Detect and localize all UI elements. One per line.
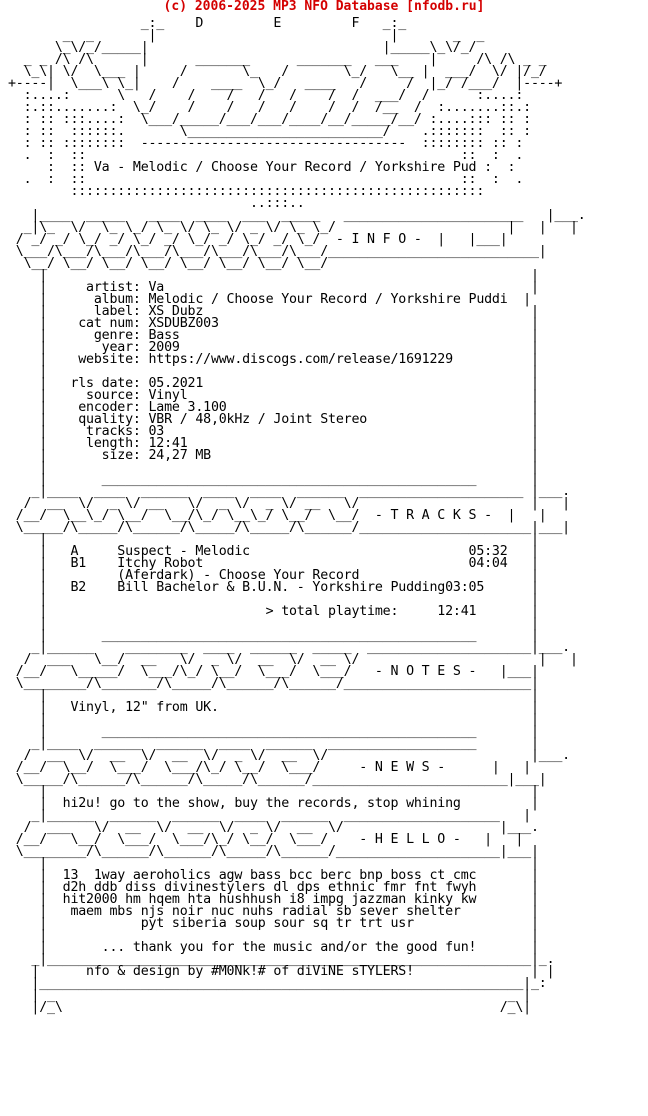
nfo-line: | B2 Bill Bachelor & B.U.N. - Yorkshire Pudding03:05 | xyxy=(8,580,539,595)
nfo-line: : :: :::::::: ---------------------------------- :::::::: :: : xyxy=(8,136,524,151)
nfo-line: _|____ ______ ______ ____ ______ ___________________ | xyxy=(8,736,539,751)
nfo-line: | label: XS Dubz | xyxy=(8,304,539,319)
nfo-line: \_\/_/_____| |_____\_\/_/ xyxy=(8,40,477,55)
nfo-line: | B1 Itchy Robot 04:04 | xyxy=(8,556,539,571)
nfo-line: | | xyxy=(8,688,539,703)
nfo-line: | > total playtime: 12:41 | xyxy=(8,604,539,619)
nfo-line: _|______________________________________________________________|_. xyxy=(8,952,555,967)
nfo-line: | quality: VBR / 48,0kHz / Joint Stereo | xyxy=(8,412,539,427)
nfo-line: _|\_ \/ \_ \_/ \_ \/ \_ \/ _ \/ \_ \_/ | | | xyxy=(8,220,578,235)
nfo-line: | length: 12:41 | xyxy=(8,436,539,451)
nfo-line: | | xyxy=(8,460,539,475)
nfo-line: / ___ \/ __ \/ __ \/ _ \/ __ \/ |___. xyxy=(8,820,539,835)
nfo-line: / _/ _/ \_/ _/ \_/ _/ \_/ _/ \_/ _/ \_/ - I N F O - | |___| xyxy=(8,232,508,247)
nfo-line: |/_\ /_\| xyxy=(8,1000,531,1015)
nfo-line: ..:::.. xyxy=(8,196,305,211)
nfo-line: | ... thank you for the music and/or the good fun! | xyxy=(8,940,539,955)
nfo-line: /__/ \_____/ \___/\_/ \__/ \___/ \___/ - N O T E S - |___| xyxy=(8,664,539,679)
nfo-line: \___/\___/\___/\___/\___/\___/\___/\___/___________________________| xyxy=(8,244,547,259)
nfo-line: | | xyxy=(8,532,539,547)
nfo-line: +----| \___\ \_| / ____ \_/ ____ / / |_/ /___/ |----+ xyxy=(8,76,563,91)
nfo-text-art xyxy=(8,18,586,1014)
nfo-line: | | xyxy=(8,616,539,631)
nfo-line: | album: Melodic / Choose Your Record / Yorkshire Puddi | xyxy=(8,292,531,307)
nfo-line: | pyt siberia soup sour sq tr trt usr | xyxy=(8,916,539,931)
nfo-line: :.::.......: \_/ / / / / / / /__ / :.......::.: xyxy=(8,100,531,115)
nfo-line: | artist: Va | xyxy=(8,280,539,295)
nfo-line: /__/ \__\_/ \__/ \__/\_/ \__\_/ \__/ \__/ - T R A C K S - | | xyxy=(8,508,547,523)
nfo-line: | nfo & design by #M0Nk!# of diViNE sTYLERS! | | xyxy=(8,964,555,979)
nfo-line: | source: Vinyl | xyxy=(8,388,539,403)
nfo-line: | ________________________________________________ | xyxy=(8,724,539,739)
nfo-line: \________/\_______/\_____/\______/\______/________________________| xyxy=(8,676,539,691)
nfo-line: . : :: :: : . xyxy=(8,172,524,187)
nfo-line: | d2h ddb diss divinestylers dl dps ethnic fmr fnt fwyh | xyxy=(8,880,539,895)
nfo-line: / ___ \__/ __ \/ _ \/ __ \/ __ \/ | | xyxy=(8,652,578,667)
nfo-line: /__/ \__/ \___/ \___/\_/ \__/ \___/ - H E L L O - | | xyxy=(8,832,524,847)
nfo-line: | ________________________________________________ | xyxy=(8,472,539,487)
nfo-line: _|____ ____ ______ ____ ____ ______ _____________________ |___. xyxy=(8,484,570,499)
nfo-line: | 13 1way aeroholics agw bass bcc berc bnp boss ct cmc | xyxy=(8,868,539,883)
nfo-line: ::::::::::::::::::::::::::::::::::::::::::::::::::::: xyxy=(8,184,485,199)
nfo-line: / __ \/ _ \/ __ \/ _ \/ _ \/ __ \/ | | xyxy=(8,496,570,511)
nfo-line: _|______ ______ ______ ____ ______ ____________________ | xyxy=(8,808,531,823)
nfo-line: | (Aferdark) - Choose Your Record | xyxy=(8,568,539,583)
nfo-line: | website: https://www.discogs.com/release/1691229 | xyxy=(8,352,539,367)
nfo-line: | | xyxy=(8,364,539,379)
nfo-line: | year: 2009 | xyxy=(8,340,539,355)
nfo-line: | _ _ | xyxy=(8,988,531,1003)
nfo-line: _:_ D E F _:_ xyxy=(8,16,407,31)
nfo-line: \__/ \__/ \__/ \__/ \__/ \__/ \__/ \__/ xyxy=(8,256,329,271)
nfo-line: | | xyxy=(8,712,539,727)
nfo-line: . : :: :: : . xyxy=(8,148,524,163)
nfo-line: \_____/\______/\______/\_____/\______/_________________________|___| xyxy=(8,772,547,787)
nfo-line: |______________________________________________________________|_: xyxy=(8,976,547,991)
nfo-line: / __ \/ __ \/ __ \/ _ \/ __ \/ |___. xyxy=(8,748,570,763)
nfo-line: | ________________________________________________ | xyxy=(8,628,539,643)
nfo-line: | size: 24,27 MB | xyxy=(8,448,539,463)
nfo-line: | rls date: 05.2021 | xyxy=(8,376,539,391)
nfo-line: | hit2000 hm hqem hta hushhush i8 impg jazzman kinky kw | xyxy=(8,892,539,907)
nfo-line: \_\| \/ \___ | / \_ / \_/ \__ | ___/ \/ |/_/ xyxy=(8,64,547,79)
nfo-line: \________/\______/\______/\_____/\______/_____________________|___| xyxy=(8,844,539,859)
nfo-line: : :: :::....: \___/_____/___/___/____/__/_____/__/ :....::: :: : xyxy=(8,112,531,127)
nfodb-credit-header: (c) 2006-2025 MP3 NFO Database [nfodb.ru] xyxy=(163,0,485,14)
nfo-line: | maem mbs njs noir nuc nuhs radial sb sever shelter | xyxy=(8,904,539,919)
nfo-line: | hi2u! go to the show, buy the records, stop whining | xyxy=(8,796,539,811)
nfo-line: | | xyxy=(8,592,539,607)
nfo-line: : :: ::::::. \_________________________/ .::::::: :: : xyxy=(8,124,531,139)
nfo-line: |____ _____ ____ ____ ___ _____ _______________________ |___. xyxy=(8,208,586,223)
nfo-line: | genre: Bass | xyxy=(8,328,539,343)
nfo-line: :....: \ / / / / / / / ___/ / :....: xyxy=(8,88,524,103)
nfo-line: | cat num: XSDUBZ003 | xyxy=(8,316,539,331)
nfo-line: | A Suspect - Melodic 05:32 | xyxy=(8,544,539,559)
nfo-line: _|______ ________ ____ ______ _____ _____________________|___. xyxy=(8,640,570,655)
nfo-line: \_____/\_____/\______/\_____/\_____/\______/______________________|___| xyxy=(8,520,570,535)
nfo-line: _ _ /\ /\ | _______ _______ ___ | /\ /\ _ _ xyxy=(8,52,547,67)
nfo-line: | | xyxy=(8,784,539,799)
nfo-line: _ _ | | _ _ xyxy=(8,28,485,43)
nfo-line: : :: Va - Melodic / Choose Your Record / Yorkshire Pud : : xyxy=(8,160,516,175)
nfo-line: | Vinyl, 12" from UK. | xyxy=(8,700,539,715)
nfo-line: | | xyxy=(8,268,539,283)
nfo-line: | tracks: 03 | xyxy=(8,424,539,439)
nfo-line: | encoder: Lame 3.100 | xyxy=(8,400,539,415)
nfo-line: | | xyxy=(8,856,539,871)
nfo-line: | | xyxy=(8,928,539,943)
nfo-line: /__/ \__/ \___/ \___/\_/ \__/ \___/ - N E W S - | | xyxy=(8,760,531,775)
